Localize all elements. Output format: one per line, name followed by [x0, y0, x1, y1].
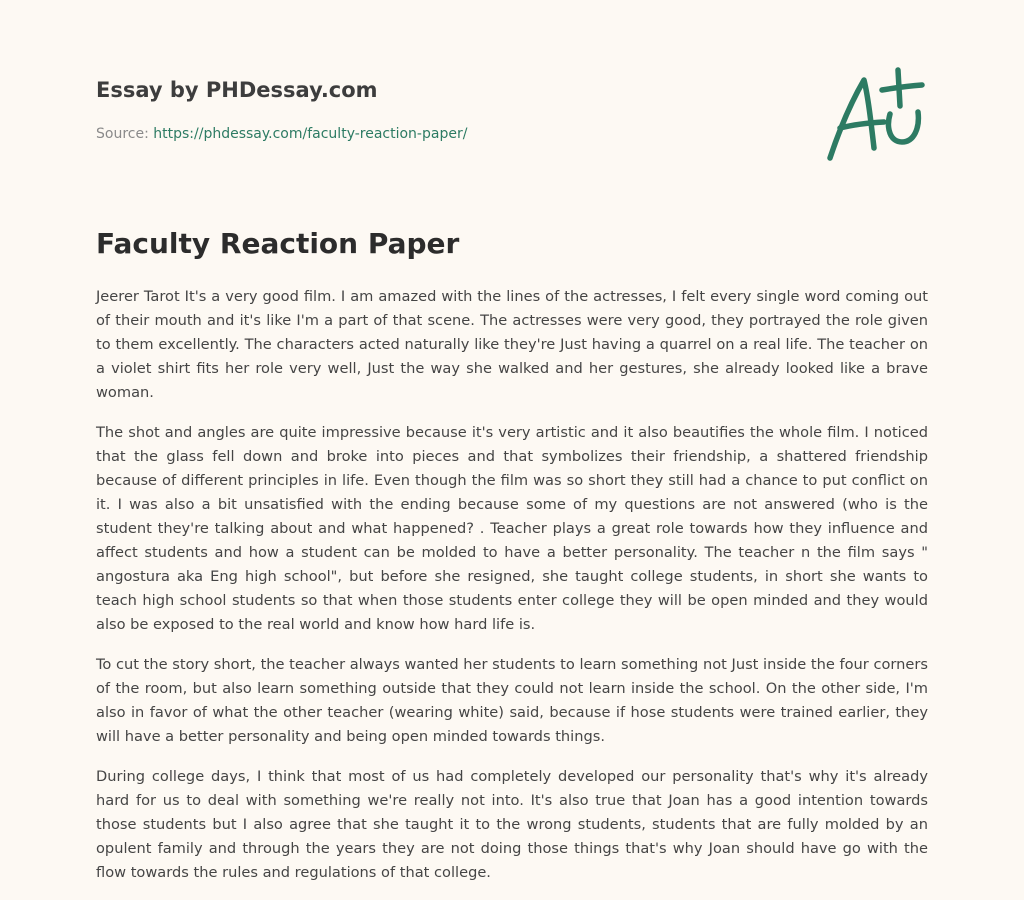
- brand-title: Essay by PHDessay.com: [96, 78, 378, 102]
- source-line: [96, 124, 696, 144]
- source-link[interactable]: https://phdessay.com/faculty-reaction-paper/: [153, 126, 468, 142]
- paragraph: To cut the story short, the teacher always wanted her students to learn something not Just inside the four corners of the room, but also learn something outside that they could not learn inside the school. On the other side, I'm also in favor of what the other teacher (wearing white) said, because if hose students were trained earlier, they will have a better personality and being open minded towards things.: [96, 656, 928, 745]
- paragraph: During college days, I think that most of us had completely developed our personality that's why it's already hard for us to deal with something we're really not into. It's also true that Joan has a good intention towards those students but I also agree that she taught it to the wrong students, students that are fully molded by an opulent family and through the years they are not doing those things that's why Joan should have go with the flow towards the rules and regulations of that college.: [96, 768, 928, 881]
- essay-body: [96, 285, 928, 900]
- paragraph: Jeerer Tarot It's a very good film. I am amazed with the lines of the actresses, I felt every single word coming out of their mouth and it's like I'm a part of that scene. The actresses were very good, they portrayed the role given to them excellently. The characters acted naturally like they're Just having a quarrel on a real life. The teacher on a violet shirt fits her role very well, Just the way she walked and her gestures, she already looked like a brave woman.: [96, 288, 928, 401]
- a-plus-logo-icon: [816, 62, 932, 170]
- source-label: Source:: [96, 126, 149, 142]
- site-header: [96, 76, 696, 144]
- page-title: Faculty Reaction Paper: [96, 227, 460, 260]
- paragraph: The shot and angles are quite impressive because it's very artistic and it also beautifies the whole film. I noticed that the glass fell down and broke into pieces and that symbolizes their friendship, a shattered friendship because of different principles in life. Even though the film was so short they still had a chance to put conflict on it. I was also a bit unsatisfied with the ending because some of my questions are not answered (who is the student they're talking about and what happened? . Teacher plays a great role towards how they influence and affect students and how a student can be molded to have a better personality. The teacher n the film says " angostura aka Eng high school", but before she resigned, she taught college students, in short she wants to teach high school students so that when those students enter college they will be open minded and they would also be exposed to the real world and know how hard life is.: [96, 424, 928, 633]
